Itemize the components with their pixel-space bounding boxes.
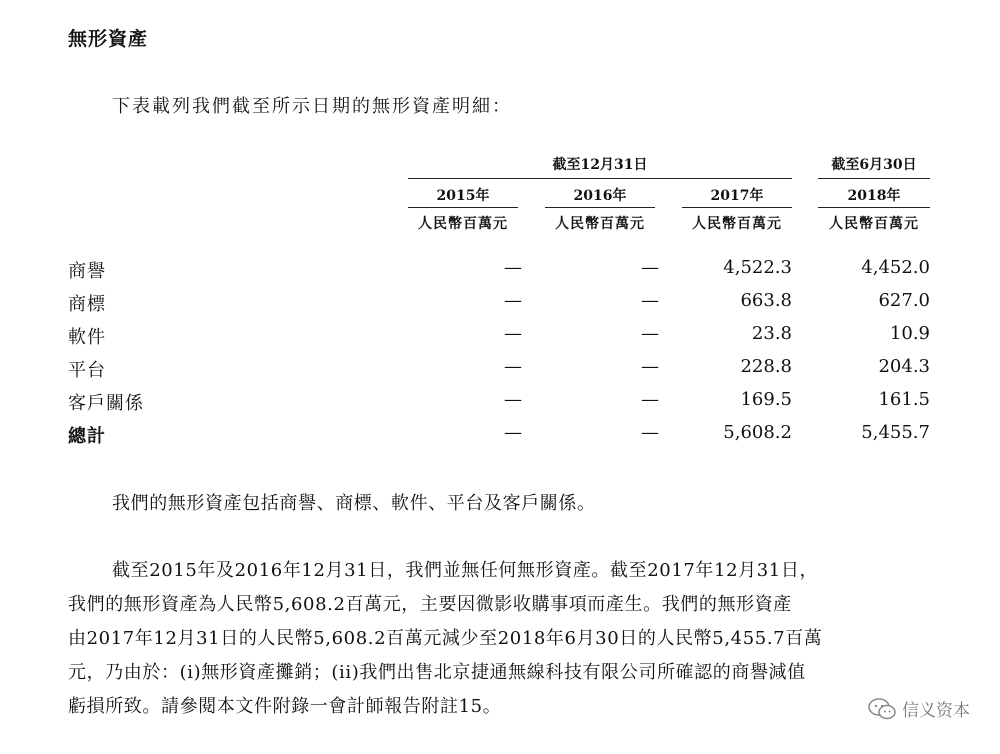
paragraph-line: 我們的無形資產為人民幣5,608.2百萬元，主要因微影收購事項而產生。我們的無形資產 <box>68 594 792 615</box>
row-label-total: 總計 <box>68 426 106 447</box>
year-underline-2018 <box>818 207 930 208</box>
cell: — <box>641 290 659 311</box>
cell: 204.3 <box>878 356 930 377</box>
row-label-trademark: 商標 <box>68 294 106 315</box>
year-2017: 2017年 <box>710 188 764 204</box>
cell: — <box>504 257 522 278</box>
cell: — <box>504 389 522 410</box>
cell: 161.5 <box>878 389 930 410</box>
cell: — <box>504 356 522 377</box>
cell: — <box>504 323 522 344</box>
unit-2018: 人民幣百萬元 <box>829 216 919 232</box>
paragraph-line: 由2017年12月31日的人民幣5,608.2百萬元減少至2018年6月30日的人民幣5,455.7百萬 <box>68 628 823 649</box>
cell: 4,452.0 <box>861 257 930 278</box>
paragraph-line: 截至2015年及2016年12月31日，我們並無任何無形資產。截至2017年12月31日， <box>112 560 819 581</box>
wechat-icon <box>868 698 896 720</box>
row-label-platform: 平台 <box>68 360 106 381</box>
year-2018: 2018年 <box>847 188 901 204</box>
cell: 627.0 <box>878 290 930 311</box>
year-2016: 2016年 <box>573 188 627 204</box>
cell: 4,522.3 <box>723 257 792 278</box>
watermark-text: 信义资本 <box>902 701 970 721</box>
cell: — <box>641 356 659 377</box>
unit-2017: 人民幣百萬元 <box>692 216 782 232</box>
paragraph-summary: 我們的無形資產包括商譽、商標、軟件、平台及客戶關係。 <box>112 493 596 514</box>
cell: 5,608.2 <box>723 422 792 443</box>
row-label-goodwill: 商譽 <box>68 261 106 282</box>
intro-text: 下表載列我們截至所示日期的無形資產明細： <box>112 96 512 117</box>
cell: 23.8 <box>751 323 792 344</box>
section-heading: 無形資產 <box>68 28 149 50</box>
cell: — <box>641 422 659 443</box>
cell: — <box>641 323 659 344</box>
row-label-software: 軟件 <box>68 327 106 348</box>
period-underline-1 <box>408 178 792 179</box>
period-header-dec31: 截至12月31日 <box>552 157 648 173</box>
cell: — <box>641 389 659 410</box>
year-underline-2016 <box>545 207 655 208</box>
period-underline-2 <box>818 178 930 179</box>
year-underline-2017 <box>682 207 792 208</box>
year-underline-2015 <box>408 207 518 208</box>
year-2015: 2015年 <box>436 188 490 204</box>
cell: — <box>504 422 522 443</box>
cell: 169.5 <box>740 389 792 410</box>
period-header-jun30: 截至6月30日 <box>831 157 917 173</box>
watermark <box>868 696 970 721</box>
cell: 10.9 <box>889 323 930 344</box>
cell: — <box>504 290 522 311</box>
cell: — <box>641 257 659 278</box>
paragraph-line: 虧損所致。請參閱本文件附錄一會計師報告附註15。 <box>68 696 502 717</box>
row-label-customer-relations: 客戶關係 <box>68 393 144 414</box>
unit-2016: 人民幣百萬元 <box>555 216 645 232</box>
cell: 228.8 <box>740 356 792 377</box>
unit-2015: 人民幣百萬元 <box>418 216 508 232</box>
cell: 663.8 <box>740 290 792 311</box>
cell: 5,455.7 <box>861 422 930 443</box>
paragraph-line: 元，乃由於：(i)無形資產攤銷；(ii)我們出售北京捷通無線科技有限公司所確認的商譽減值 <box>68 662 806 683</box>
